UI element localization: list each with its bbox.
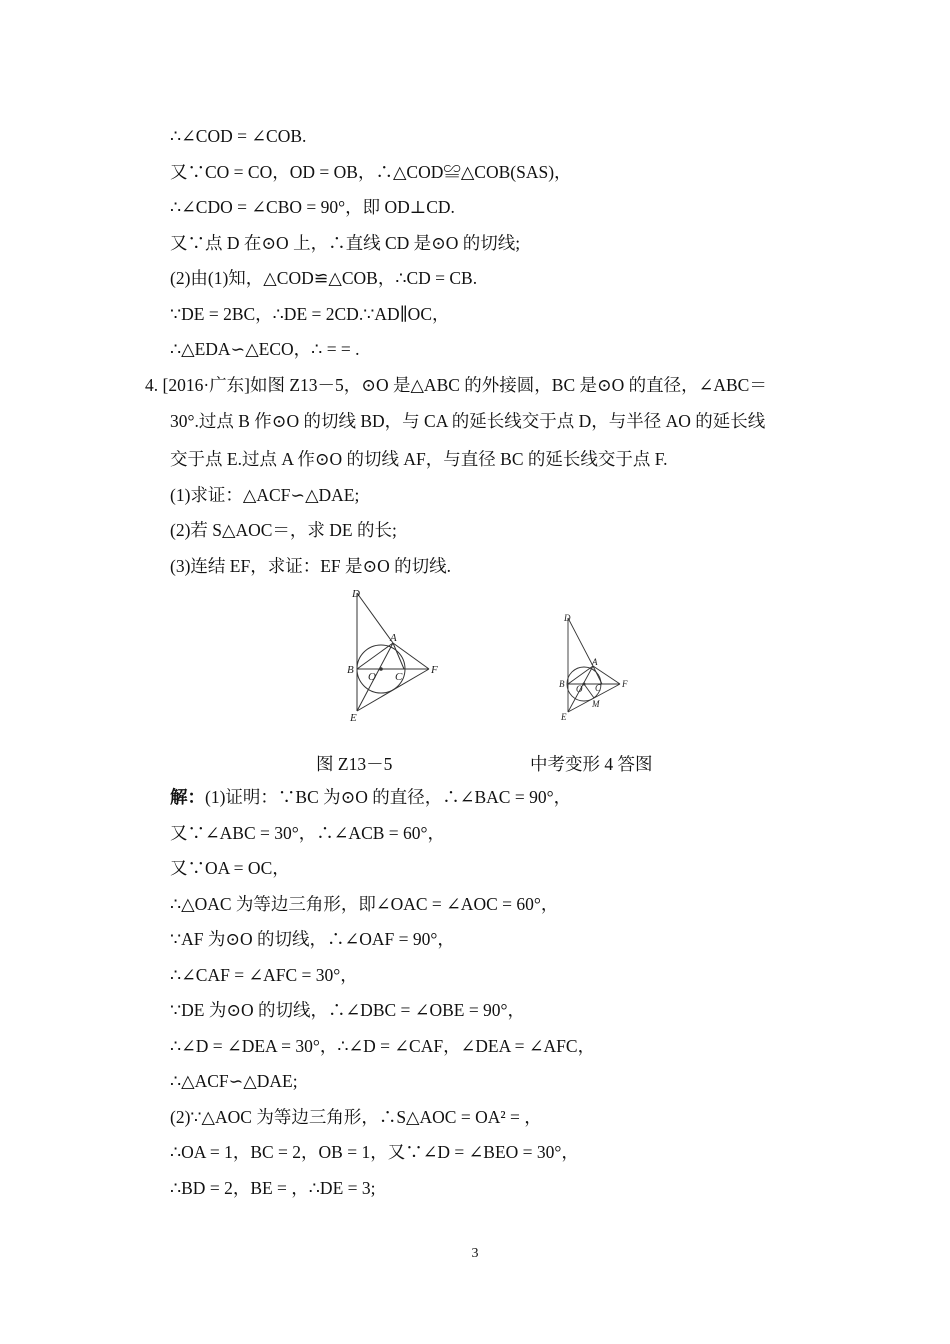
solution-line: (2)∵△AOC 为等边三角形，∴S△AOC = OA² = ， <box>170 1107 542 1127</box>
solution-line <box>170 786 571 808</box>
solution-line: 又∵∠ABC = 30°，∴∠ACB = 60°， <box>170 823 446 843</box>
solution-line: ∴△OAC 为等边三角形，即∠OAC = ∠AOC = 60°， <box>170 894 559 914</box>
page-number: 3 <box>471 1246 479 1261</box>
question-4-line: 30°.过点 B 作⊙O 的切线 BD，与 CA 的延长线交于点 D，与半径 AO 的延长线 <box>170 411 766 431</box>
label-c: C <box>395 671 403 683</box>
solution-text: (1)证明：∵BC 为⊙O 的直径，∴∠BAC = 90°， <box>205 787 572 807</box>
solution-label: 解： <box>170 787 205 807</box>
text-line: ∴△EDA∽△ECO，∴ = = . <box>170 339 360 359</box>
label-f: F <box>431 664 438 676</box>
text-line: 又∵点 D 在⊙O 上，∴直线 CD 是⊙O 的切线; <box>170 233 521 253</box>
figure-caption-right: 中考变形 4 答图 <box>530 754 653 774</box>
label-d: D <box>352 588 360 600</box>
label-c: C <box>595 683 602 693</box>
solution-line: ∴△ACF∽△DAE; <box>170 1071 298 1091</box>
label-b: B <box>559 679 565 689</box>
text-line: ∵DE = 2BC，∴DE = 2CD.∵AD∥OC， <box>170 304 450 324</box>
text-line: ∴∠CDO = ∠CBO = 90°，即 OD⊥CD. <box>170 197 455 217</box>
label-o: O <box>368 671 376 683</box>
question-part-2: (2)若 S△AOC＝，求 DE 的长; <box>170 520 397 540</box>
label-a: A <box>592 657 598 667</box>
solution-line: ∵AF 为⊙O 的切线，∴∠OAF = 90°， <box>170 929 455 949</box>
figure-caption-left: 图 Z13－5 <box>316 754 393 774</box>
question-4-line: 4. [2016·广东]如图 Z13－5，⊙O 是△ABC 的外接圆，BC 是⊙O 的直径，∠ABC＝ <box>145 375 767 395</box>
question-part-1: (1)求证：△ACF∽△DAE; <box>170 485 360 505</box>
solution-line: ∵DE 为⊙O 的切线，∴∠DBC = ∠OBE = 90°， <box>170 1000 526 1020</box>
solution-line: ∴∠CAF = ∠AFC = 30°， <box>170 965 358 985</box>
solution-line: ∴OA = 1，BC = 2，OB = 1，又∵∠D = ∠BEO = 30°， <box>170 1142 579 1162</box>
solution-line: ∴BD = 2，BE = ，∴DE = 3; <box>170 1178 376 1198</box>
label-m: M <box>592 699 600 709</box>
label-o: O <box>576 684 583 694</box>
solution-line: ∴∠D = ∠DEA = 30°，∴∠D = ∠CAF，∠DEA = ∠AFC， <box>170 1036 596 1056</box>
question-part-3: (3)连结 EF，求证：EF 是⊙O 的切线. <box>170 556 452 576</box>
text-line: ∴∠COD = ∠COB. <box>170 126 307 146</box>
label-a: A <box>390 632 397 644</box>
label-d: D <box>564 613 571 623</box>
question-4-line: 交于点 E.过点 A 作⊙O 的切线 AF，与直径 BC 的延长线交于点 F. <box>170 449 668 469</box>
label-e: E <box>350 712 357 724</box>
label-b: B <box>347 664 354 676</box>
solution-line: 又∵OA = OC， <box>170 858 290 878</box>
figure-answer-4 <box>556 610 636 725</box>
text-line: 又∵CO = CO，OD = OB，∴△COD≌△COB(SAS)， <box>170 162 572 182</box>
label-f: F <box>622 679 628 689</box>
label-e: E <box>561 712 567 722</box>
figure-z13-5 <box>338 585 448 725</box>
text-line: (2)由(1)知，△COD≌△COB，∴CD = CB. <box>170 268 478 288</box>
